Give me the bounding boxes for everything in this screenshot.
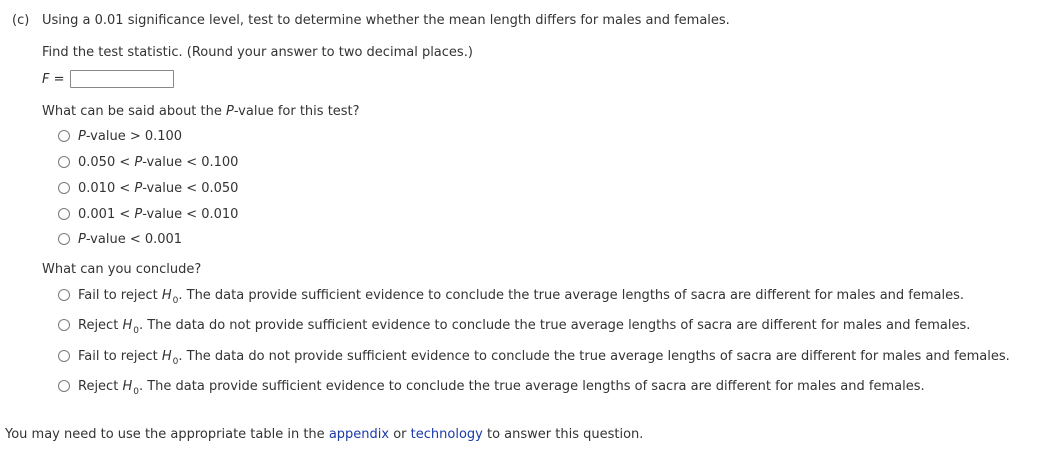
pvalue-option-1[interactable] [58, 127, 182, 145]
radio-button[interactable] [58, 319, 70, 331]
conclusion-option-label: Reject $H_0$. The data provide sufficient evidence to conclude the true average lengths of sacra are different for males and females. [78, 378, 925, 397]
radio-button[interactable] [58, 130, 70, 142]
f-statistic-input[interactable] [70, 70, 174, 88]
conclusion-option-label: Reject $H_0$. The data do not provide sufficient evidence to conclude the true average lengths of sacra are different for males and females. [78, 317, 971, 336]
pvalue-question-post: -value for this test? [233, 104, 360, 119]
pvalue-option-label: 0.050 < P-value < 0.100 [78, 154, 239, 170]
radio-button[interactable] [58, 182, 70, 194]
radio-button[interactable] [58, 156, 70, 168]
radio-button[interactable] [58, 208, 70, 220]
pvalue-option-label: 0.010 < P-value < 0.050 [78, 180, 239, 196]
conclusion-option-2[interactable] [58, 316, 970, 334]
radio-button[interactable] [58, 350, 70, 362]
appendix-link[interactable]: appendix [328, 427, 390, 442]
part-label: (c) [12, 13, 30, 28]
conclusion-question: What can you conclude? [42, 262, 202, 277]
radio-button[interactable] [58, 233, 70, 245]
pvalue-option-label: P-value < 0.001 [78, 231, 183, 247]
conclusion-option-1[interactable] [58, 286, 964, 304]
pvalue-question-pre: What can be said about the [42, 104, 226, 119]
pvalue-question-p: P [226, 104, 234, 119]
find-statistic-instruction: Find the test statistic. (Round your answer to two decimal places.) [42, 45, 473, 60]
pvalue-option-5[interactable] [58, 230, 182, 248]
conclusion-option-3[interactable] [58, 347, 1010, 365]
conclusion-option-4[interactable] [58, 377, 925, 395]
footer-text: You may need to use the appropriate table in the [5, 427, 329, 442]
footer-note [5, 427, 643, 442]
question-prompt: Using a 0.01 significance level, test to determine whether the mean length differs for males and females. [42, 13, 730, 28]
pvalue-question [42, 104, 360, 119]
f-statistic-label: F = [42, 71, 65, 87]
radio-button[interactable] [58, 289, 70, 301]
technology-link[interactable]: technology [410, 427, 483, 442]
pvalue-option-2[interactable] [58, 153, 238, 171]
footer-text: or [389, 427, 411, 442]
pvalue-option-3[interactable] [58, 179, 238, 197]
conclusion-option-label: Fail to reject $H_0$. The data provide sufficient evidence to conclude the true average lengths of sacra are different for males and females. [78, 287, 965, 306]
f-statistic-row [42, 68, 174, 90]
conclusion-option-label: Fail to reject $H_0$. The data do not provide sufficient evidence to conclude the true average lengths of sacra are different for males and females. [78, 348, 1010, 367]
footer-text: to answer this question. [482, 427, 644, 442]
pvalue-option-label: P-value > 0.100 [78, 128, 183, 144]
radio-button[interactable] [58, 380, 70, 392]
pvalue-option-4[interactable] [58, 205, 238, 223]
pvalue-option-label: 0.001 < P-value < 0.010 [78, 206, 239, 222]
